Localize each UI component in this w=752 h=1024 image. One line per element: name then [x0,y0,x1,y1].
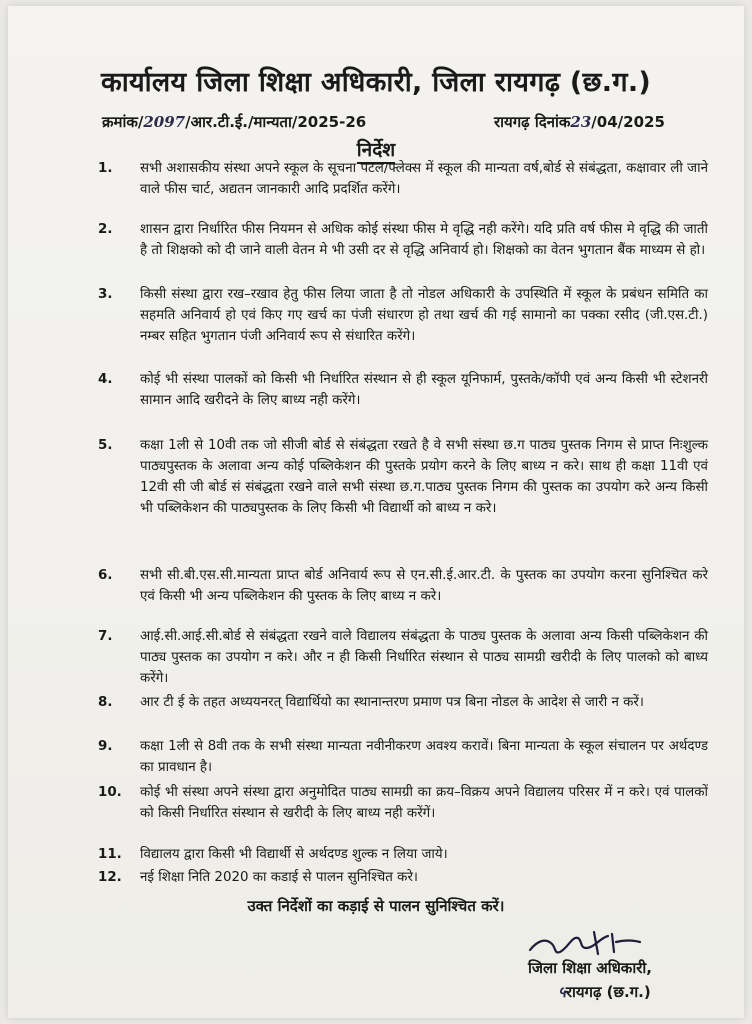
list-item [0,158,752,219]
ref-suffix: /आर.टी.ई./मान्यता/2025-26 [185,113,367,131]
item-text: नई शिक्षा निति 2020 का कडाई से पालन सुनिश्चित करे। [140,870,418,885]
item-text: आर टी ई के तहत अध्ययनरत् विद्यार्थियो का स्थानान्तरण प्रमाण पत्र बिना नोडल के आदेश से जारी न करें। [140,695,644,710]
item-number: 8. [98,695,113,710]
list-item [0,565,752,626]
item-text: शासन द्वारा निर्धारित फीस नियमन से अधिक कोई संस्था फीस मे वृद्धि नही करेंगे। यदि प्रति वर्ष फीस मे वृद्धि की जाती है तो शिक्षको को दी जाने वाली वेतन मे भी उसी दर से वृद्धि अनिवार्य हो। शिक्षको का वेतन भुगतान बैंक माध्यम से हो। [140,222,708,258]
list-item [0,626,752,692]
date-prefix: रायगढ़ दिनांक [494,113,571,131]
item-text: कोई भी संस्था अपने संस्था द्वारा अनुमोदित पाठ्य सामग्री का क्रय–विक्रय अपने विद्यालय परिसर में न करे। एवं पालकों को किसी निर्धारित संस्थान से खरीदी के लिए बाध्य नही करेंगें। [140,785,708,821]
date-rest: /04/2025 [591,113,665,131]
item-number: 4. [98,372,113,387]
ref-prefix: क्रमांक/ [102,113,144,131]
item-number: 2. [98,222,113,237]
item-number: 3. [98,287,113,302]
item-number: 11. [98,847,122,862]
office-title: कार्यालय जिला शिक्षा अधिकारी, जिला रायगढ़ (छ.ग.) [100,67,652,98]
handwritten-mark: ५ [558,983,566,1001]
item-text: आई.सी.आई.सी.बोर्ड से संबंद्धता रखने वाले विद्यालय संबंद्धता के पाठ्य पुस्तक के अलावा अन्य किसी पब्लिकेशन की पाठ्य पुस्तक का उपयोग न करे। और न ही किसी निर्धारित संस्थान से पाठ्य सामग्री खरीदी के लिए पालको को बाध्य करेंगे। [140,629,708,686]
heading-text: निर्देश [357,139,395,164]
officer-location [558,982,651,1002]
item-number: 10. [98,785,122,800]
date-handwritten-day: 23 [570,113,592,131]
instruction-list [0,158,752,890]
list-item [0,369,752,435]
item-number: 7. [98,629,113,644]
officer-designation: जिला शिक्षा अधिकारी, [528,959,652,977]
item-number: 5. [98,438,113,453]
place-name: रायगढ़ (छ.ग.) [565,983,651,1001]
list-item [0,692,752,736]
item-number: 12. [98,870,122,885]
list-item [0,782,752,844]
item-number: 9. [98,739,113,754]
item-number: 1. [98,161,113,176]
item-text: सभी सी.बी.एस.सी.मान्यता प्राप्त बोर्ड अनिवार्य रूप से एन.सी.ई.आर.टी. के पुस्तक का उपयोग करना सुनिश्चित करे एवं किसी भी अन्य पब्लिकेशन की पुस्तक के लिए बाध्य न करे। [140,568,708,604]
list-item [0,844,752,867]
list-item [0,284,752,369]
list-item [0,867,752,890]
item-text: कक्षा 1ली से 10वी तक जो सीजी बोर्ड से संबंद्धता रखते है वे सभी संस्था छ.ग पाठ्य पुस्तक निगम से प्राप्त निःशुल्क पाठ्यपुस्तक के अलावा अन्य कोई पब्लिकेशन की पुस्तके प्रयोग करने के लिए बाध्य न करे। साथ ही कक्षा 11वी एवं 12वी सी जी बोर्ड सं संबंद्धता रखने वाले सभी संस्था छ.ग.पाठ्य पुस्तक निगम की पुस्तक का उपयोग करे अन्य किसी भी पब्लिकेशन की पाठ्यपुस्तक के लिए किसी भी विद्यार्थी को बाध्य न करे। [140,438,708,516]
item-text: विद्यालय द्वारा किसी भी विद्यार्थी से अर्थदण्ड शुल्क न लिया जाये। [140,847,448,862]
reference-number [102,112,366,132]
list-item [0,219,752,284]
item-text: सभी अशासकीय संस्था अपने स्कूल के सूचना पटल/फ्लेक्स में स्कूल की मान्यता वर्ष,बोर्ड से संबंद्धता, कक्षावार ली जाने वाले फीस चार्ट, अद्यतन जानकारी आदि प्रदर्शित करेंगे। [140,161,708,197]
item-text: कक्षा 1ली से 8वी तक के सभी संस्था मान्यता नवीनीकरण अवश्य करावें। बिना मान्यता के स्कूल संचालन पर अर्थदण्ड का प्रावधान है। [140,739,708,775]
issue-date [494,112,665,132]
list-item [0,736,752,782]
signature-image [524,928,644,962]
list-item [0,435,752,565]
item-text: कोई भी संस्था पालकों को किसी भी निर्धारित संस्थान से ही स्कूल यूनिफार्म, पुस्तके/कॉपी एवं अन्य किसी भी स्टेशनरी सामान आदि खरीदने के लिए बाध्य नही करेंगे। [140,372,708,408]
closing-instruction: उक्त निर्देशों का कड़ाई से पालन सुनिश्चित करें। [247,897,505,915]
item-text: किसी संस्था द्वारा रख–रखाव हेतु फीस लिया जाता है तो नोडल अधिकारी के उपस्थिति में स्कूल के प्रबंधन समिति का सहमति अनिवार्य हो एवं किए गए खर्च का पंजी संधारण हो तथा खर्च की गई सामानो का पक्का रसीद (जी.एस.टी.) नम्बर सहित भुगतान पंजी अनिवार्य रूप से संधारित करेंगे। [140,287,708,344]
ref-handwritten-number: 2097 [143,113,186,131]
item-number: 6. [98,568,113,583]
